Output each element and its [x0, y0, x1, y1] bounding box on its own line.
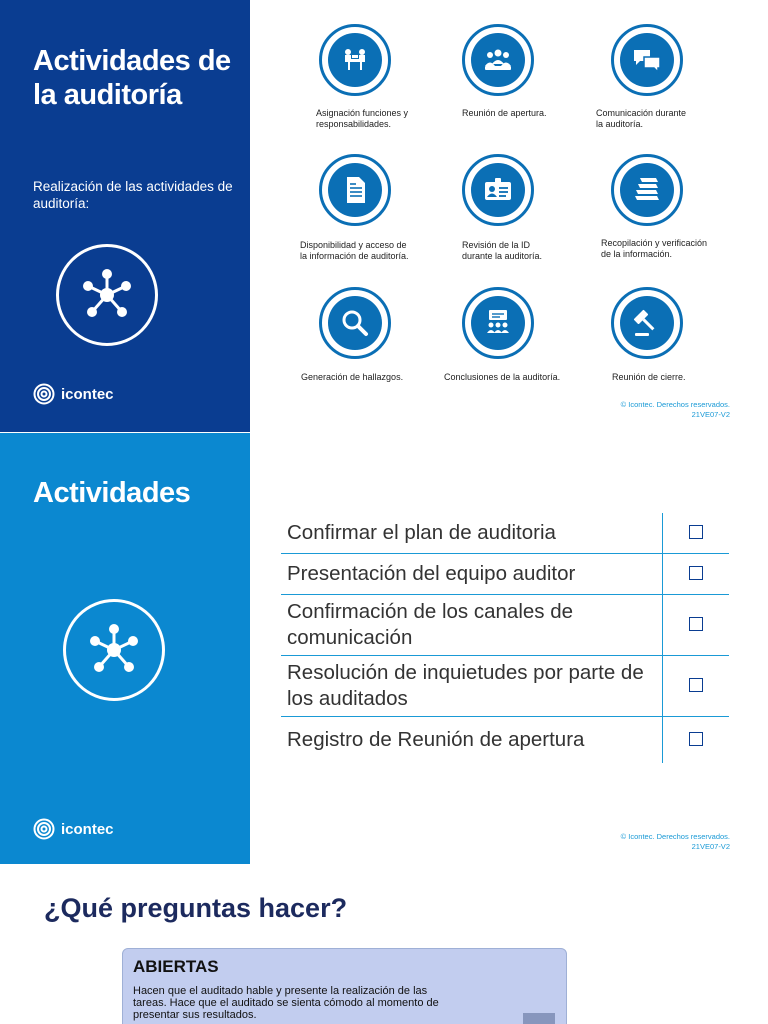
checklist-cell [662, 554, 729, 595]
checkbox[interactable] [689, 678, 703, 692]
icontec-logo-icon [33, 383, 55, 405]
slide-actividades-auditoria [0, 0, 768, 432]
copyright-note: © Icontec. Derechos reservados. 21VE07-V2 [620, 832, 730, 851]
left-panel [0, 0, 250, 432]
checklist-text: Presentación del equipo auditor [281, 554, 662, 595]
slide-que-preguntas [0, 865, 768, 1024]
slide-title: ¿Qué preguntas hacer? [44, 893, 348, 923]
question-type-card [122, 948, 567, 1024]
checklist-cell [662, 513, 729, 554]
activity-label: Reunión de cierre. [612, 372, 686, 382]
magnifier-icon [319, 287, 391, 359]
checklist-row [281, 554, 729, 595]
group-meeting-icon [462, 24, 534, 96]
chat-bubbles-icon [611, 24, 683, 96]
network-hub-icon [56, 244, 158, 346]
presentation-icon [462, 287, 534, 359]
slide-actividades-checklist [0, 433, 768, 864]
checklist-text: Registro de Reunión de apertura [287, 728, 585, 751]
slide-title: Actividades de la auditoría [33, 45, 231, 111]
checkbox[interactable] [689, 617, 703, 631]
checklist-text: Confirmación de los canales de comunicación [281, 595, 662, 656]
slide-subtitle: Realización de las actividades de auditoría: [33, 179, 233, 211]
checklist-row [281, 513, 729, 554]
copyright-note: © Icontec. Derechos reservados. 21VE07-V2 [620, 400, 730, 419]
brand-name: icontec [61, 385, 114, 403]
checklist-row [281, 656, 729, 717]
icontec-logo-icon [33, 818, 55, 840]
checkbox[interactable] [689, 732, 703, 746]
checklist-cell [662, 595, 729, 656]
activity-label: Recopilación y verificación de la información. [601, 238, 708, 259]
card-decoration [523, 1013, 555, 1024]
card-title: ABIERTAS [133, 957, 219, 976]
document-icon [319, 154, 391, 226]
activity-label: Conclusiones de la auditoría. [444, 372, 561, 382]
gavel-icon [611, 287, 683, 359]
network-hub-icon [63, 599, 165, 701]
id-card-icon [462, 154, 534, 226]
activity-label: Generación de hallazgos. [301, 372, 404, 382]
books-icon [611, 154, 683, 226]
checkbox[interactable] [689, 525, 703, 539]
icontec-logo [33, 383, 114, 405]
activity-label: Revisión de la ID durante la auditoría. [462, 240, 543, 261]
slide-title: Actividades [33, 477, 191, 509]
checklist-text: Resolución de inquietudes por parte de los auditados [281, 656, 662, 717]
checkbox[interactable] [689, 566, 703, 580]
icontec-logo [33, 818, 114, 840]
activities-checklist [281, 513, 729, 763]
brand-name: icontec [61, 820, 114, 838]
checklist-row [281, 595, 729, 656]
card-text: Hacen que el auditado hable y presente la realización de las tareas. Hace que el auditado se sienta cómodo al momento de presentar sus resultados. [133, 985, 439, 1021]
left-panel [0, 433, 250, 864]
activity-label: Asignación funciones y responsabilidades. [316, 108, 409, 129]
meeting-table-icon [319, 24, 391, 96]
checklist-cell [662, 717, 729, 764]
checklist-row [281, 717, 729, 764]
checklist-text: Confirmar el plan de auditoria [281, 513, 662, 554]
activity-label: Comunicación durante la auditoría. [596, 108, 687, 129]
checklist-cell [662, 656, 729, 717]
activity-label: Disponibilidad y acceso de la información de auditoría. [300, 240, 409, 261]
activity-label: Reunión de apertura. [462, 108, 547, 118]
